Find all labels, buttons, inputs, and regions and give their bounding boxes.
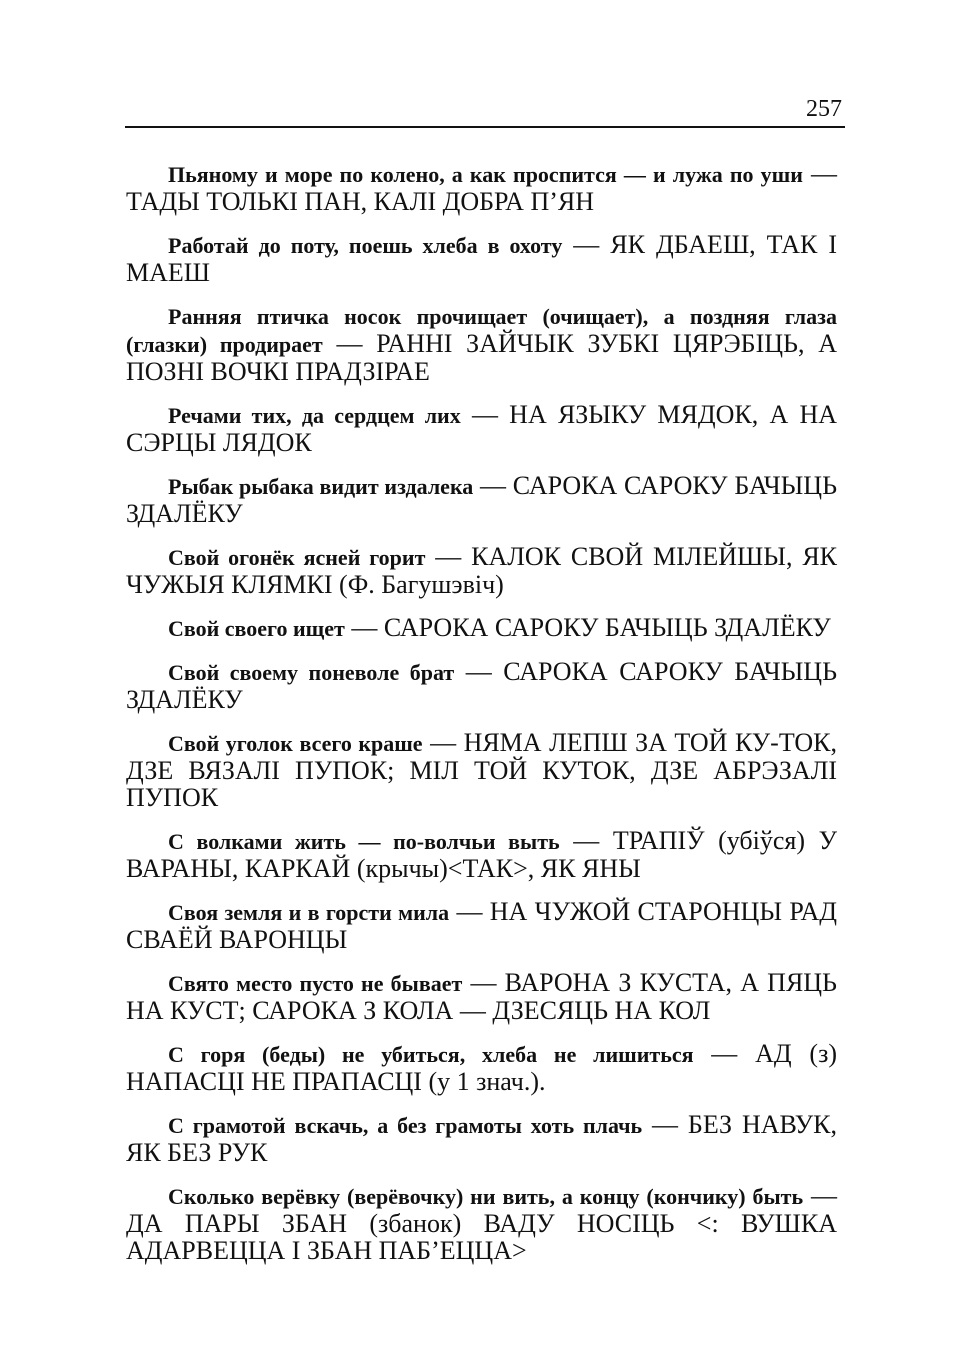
proverb-entry: [126, 1182, 837, 1264]
belarusian-equivalent: ТАДЫ ТОЛЬКІ ПАН, КАЛІ ДОБРА П’ЯН: [126, 187, 594, 216]
belarusian-equivalent: НА ЧУЖОЙ СТАРОНЦЫ РАД СВАЁЙ ВАРОНЦЫ: [126, 897, 837, 954]
proverb-entry: [126, 401, 837, 456]
dash-separator: —: [802, 159, 838, 188]
dash-separator: —: [803, 1181, 837, 1210]
proverb-entry: [126, 658, 837, 713]
dash-separator: —: [454, 657, 504, 686]
russian-proverb: Работай до поту, поешь хлеба в охоту: [168, 233, 563, 258]
belarusian-equivalent: КАЛОК СВОЙ МІЛЕЙШЫ, ЯК ЧУЖЫЯ КЛЯМКІ (Ф. Багушэвіч): [126, 542, 838, 599]
header-rule: [125, 126, 845, 128]
belarusian-equivalent: БЕЗ НАВУК, ЯК БЕЗ РУК: [126, 1110, 837, 1167]
dash-separator: —: [562, 230, 611, 259]
proverb-entry: [126, 472, 837, 527]
proverb-entry: [126, 231, 837, 286]
proverb-entry: [126, 543, 837, 598]
russian-proverb: Свято место пусто не бывает: [168, 971, 463, 996]
russian-proverb: Пьяному и море по колено, а как проспится — и лужа по уши: [168, 162, 803, 187]
dash-separator: —: [462, 968, 505, 997]
dash-separator: —: [322, 329, 377, 358]
belarusian-equivalent: ЯК ДБАЕШ, ТАК І МАЕШ: [126, 230, 838, 287]
proverb-list: [126, 160, 837, 1280]
dash-separator: —: [473, 471, 513, 500]
russian-proverb: С горя (беды) не убиться, хлеба не лишиться: [168, 1042, 694, 1067]
dash-separator: —: [422, 728, 464, 757]
proverb-entry: [126, 614, 837, 642]
dash-separator: —: [559, 826, 613, 855]
proverb-entry: [126, 302, 837, 385]
proverb-entry: [126, 1111, 837, 1166]
belarusian-equivalent: РАННІ ЗАЙЧЫК ЗУБКІ ЦЯРЭБІЦЬ, А ПОЗНІ ВОЧКІ ПРАДЗІРАЕ: [126, 329, 838, 386]
russian-proverb: С грамотой вскачь, а без грамоты хоть плачь: [168, 1113, 643, 1138]
russian-proverb: Сколько верёвку (верёвочку) ни вить, а концу (кончику) быть: [168, 1184, 804, 1209]
belarusian-equivalent: НЯМА ЛЕПШ ЗА ТОЙ КУ-ТОК, ДЗЕ ВЯЗАЛІ ПУПОК; МІЛ ТОЙ КУТОК, ДЗЕ АБРЭЗАЛІ ПУПОК: [126, 728, 837, 812]
proverb-entry: [126, 1040, 837, 1095]
dash-separator: —: [642, 1110, 688, 1139]
russian-proverb: Ранняя птичка носок прочищает (очищает), а поздняя глаза (глазки) продирает: [126, 304, 837, 357]
belarusian-equivalent: ВАРОНА З КУСТА, А ПЯЦЬ НА КУСТ; САРОКА З КОЛА — ДЗЕСЯЦЬ НА КОЛ: [126, 968, 837, 1025]
russian-proverb: Своя земля и в горсти мила: [168, 900, 450, 925]
belarusian-equivalent: САРОКА САРОКУ БАЧЫЦЬ ЗДАЛЁКУ: [126, 471, 838, 528]
belarusian-equivalent: САРОКА САРОКУ БАЧЫЦЬ ЗДАЛЁКУ: [383, 613, 831, 642]
proverb-entry: [126, 969, 837, 1024]
russian-proverb: Свой уголок всего краше: [168, 731, 423, 756]
belarusian-equivalent: ДА ПАРЫ ЗБАН (збанок) ВАДУ НОСІЦЬ <: ВУШКА АДАРВЕЦЦА І ЗБАН ПАБ’ЕЦЦА>: [126, 1209, 837, 1265]
russian-proverb: Рыбак рыбака видит издалека: [168, 474, 474, 499]
belarusian-equivalent: АД (з) НАПАСЦІ НЕ ПРАПАСЦІ (у 1 знач.).: [126, 1039, 838, 1096]
belarusian-equivalent: САРОКА САРОКУ БАЧЫЦЬ ЗДАЛЁКУ: [126, 657, 838, 714]
dash-separator: —: [693, 1039, 756, 1068]
dash-separator: —: [425, 542, 472, 571]
dash-separator: —: [344, 613, 384, 642]
russian-proverb: Свой огонёк ясней горит: [168, 545, 426, 570]
russian-proverb: Речами тих, да сердцем лих: [168, 403, 461, 428]
dash-separator: —: [460, 400, 510, 429]
belarusian-equivalent: ТРАПІЎ (убіўся) У ВАРАНЫ, КАРКАЙ (крычы)<ТАК>, ЯК ЯНЫ: [126, 826, 838, 883]
russian-proverb: С волками жить — по-волчьи выть: [168, 829, 560, 854]
russian-proverb: Свой своему поневоле брат: [168, 660, 455, 685]
page-number: 257: [806, 96, 842, 122]
proverb-entry: [126, 729, 837, 811]
proverb-entry: [126, 827, 837, 882]
russian-proverb: Свой своего ищет: [168, 616, 345, 641]
belarusian-equivalent: НА ЯЗЫКУ МЯДОК, А НА СЭРЦЫ ЛЯДОК: [126, 400, 838, 457]
proverb-entry: [126, 898, 837, 953]
dash-separator: —: [449, 897, 490, 926]
proverb-entry: [126, 160, 837, 215]
